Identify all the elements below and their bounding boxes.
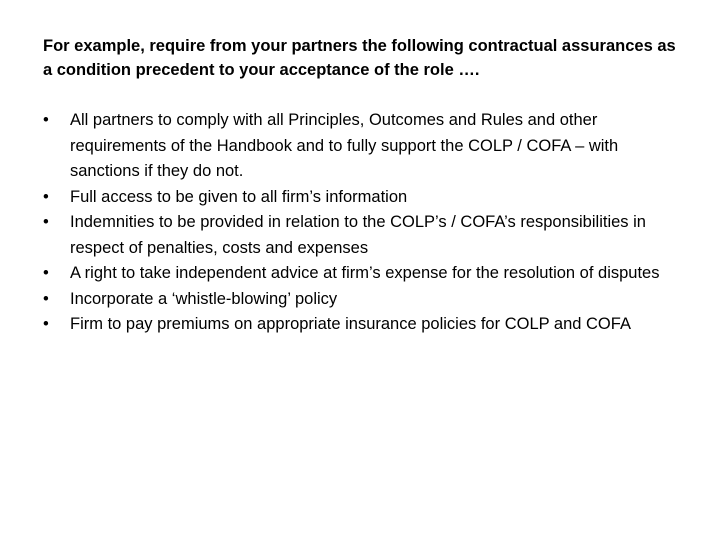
- bullet-text: Incorporate a ‘whistle-blowing’ policy: [70, 289, 338, 308]
- bullet-text: A right to take independent advice at firm’s expense for the resolution of disputes: [70, 264, 660, 282]
- slide-heading: For example, require from your partners the following contractual assurances as a condition precedent to your acceptance of the role ….: [43, 37, 676, 79]
- bullet-item-1: [43, 108, 683, 185]
- bullet-item-6: [43, 312, 683, 338]
- bullet-glyph: •: [43, 289, 49, 308]
- bullet-text: Firm to pay premiums on appropriate insurance policies for COLP and COFA: [70, 315, 631, 333]
- bullet-text: Full access to be given to all firm’s information: [70, 187, 408, 206]
- bullet-item-4: [43, 261, 683, 287]
- bullet-glyph: •: [43, 187, 49, 206]
- bullet-item-2: [43, 185, 683, 211]
- bullet-glyph: •: [43, 315, 49, 333]
- bullet-glyph: •: [43, 213, 49, 231]
- bullet-list: [43, 108, 683, 338]
- bullet-text: Indemnities to be provided in relation to the COLP’s / COFA’s responsibilities in respect of penalties, costs and expenses: [70, 213, 646, 257]
- bullet-item-5: [43, 287, 683, 313]
- bullet-glyph: •: [43, 111, 49, 129]
- bullet-text: All partners to comply with all Principles, Outcomes and Rules and other requirements of the Handbook and to fully support the COLP / COFA – with sanctions if they do not.: [70, 111, 619, 180]
- bullet-glyph: •: [43, 264, 49, 282]
- bullet-item-3: [43, 210, 683, 261]
